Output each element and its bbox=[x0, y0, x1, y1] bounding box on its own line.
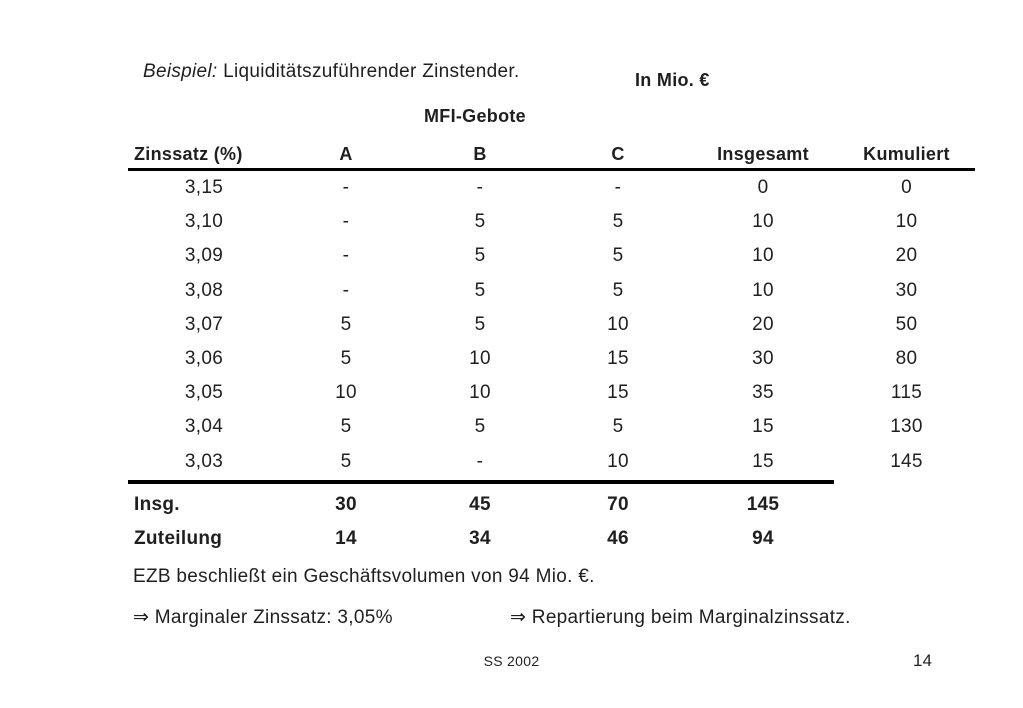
table-cell: 0 bbox=[757, 177, 769, 199]
row-label-zuteilung: Zuteilung bbox=[134, 527, 223, 549]
column-header-zinssatz: Zinssatz (%) bbox=[134, 143, 243, 164]
table-row bbox=[128, 308, 975, 342]
column-header-kumuliert: Kumuliert bbox=[863, 143, 950, 164]
table-cell: 34 bbox=[469, 527, 491, 549]
table-cell: 45 bbox=[469, 493, 491, 515]
table-cell: 0 bbox=[901, 177, 912, 199]
slide-title bbox=[143, 61, 520, 83]
table-cell: 10 bbox=[607, 313, 629, 335]
table-cell: 15 bbox=[607, 382, 629, 404]
table-cell: 3,10 bbox=[184, 211, 224, 233]
page-number: 14 bbox=[913, 651, 932, 670]
table-cell: - bbox=[342, 211, 350, 233]
column-header-a: A bbox=[339, 143, 353, 164]
table-cell: 35 bbox=[752, 382, 774, 404]
table-cell: 5 bbox=[612, 211, 624, 233]
table-cell: 10 bbox=[752, 245, 774, 267]
table-cell: 5 bbox=[612, 245, 624, 267]
row-label-insg: Insg. bbox=[134, 493, 180, 515]
table-row bbox=[128, 410, 975, 444]
table-cell: 145 bbox=[746, 493, 780, 515]
table-divider-line bbox=[128, 480, 834, 484]
tender-table bbox=[128, 140, 975, 556]
table-cell: 5 bbox=[340, 313, 352, 335]
note-repartition: ⇒ Repartierung beim Marginalzinssatz. bbox=[510, 607, 851, 628]
table-cell: 3,04 bbox=[184, 416, 224, 438]
table-cell: 5 bbox=[474, 245, 486, 267]
table-cell: 30 bbox=[895, 279, 918, 301]
table-cell: 5 bbox=[612, 416, 624, 438]
table-cell: 10 bbox=[607, 450, 629, 472]
table-row bbox=[128, 342, 975, 376]
table-cell: 3,08 bbox=[184, 279, 224, 301]
table-cell: 10 bbox=[752, 211, 774, 233]
unit-label: In Mio. € bbox=[635, 70, 710, 90]
table-row bbox=[128, 239, 975, 273]
table-cell: 5 bbox=[474, 279, 486, 301]
table-cell: 14 bbox=[335, 527, 357, 549]
table-cell: 5 bbox=[340, 450, 352, 472]
table-cell: 80 bbox=[895, 348, 918, 370]
table-cell: 15 bbox=[752, 416, 774, 438]
table-cell: 15 bbox=[607, 348, 629, 370]
table-cell: - bbox=[614, 177, 622, 199]
table-cell: 5 bbox=[474, 313, 486, 335]
table-cell: - bbox=[342, 177, 350, 199]
table-row bbox=[128, 171, 975, 205]
table-cell: 10 bbox=[469, 348, 491, 370]
table-cell: 5 bbox=[340, 416, 352, 438]
slide-title-emphasis: Beispiel: bbox=[143, 61, 218, 82]
table-cell: - bbox=[476, 177, 484, 199]
table-cell: 20 bbox=[752, 313, 774, 335]
table-row bbox=[128, 376, 975, 410]
column-header-b: B bbox=[473, 143, 487, 164]
table-row bbox=[128, 445, 975, 479]
notes-row bbox=[133, 606, 983, 629]
table-cell: 30 bbox=[335, 493, 357, 515]
table-cell: 5 bbox=[474, 211, 486, 233]
table-cell: - bbox=[476, 450, 484, 472]
table-cell: 94 bbox=[752, 527, 774, 549]
table-header-row bbox=[128, 140, 975, 171]
table-cell: 46 bbox=[607, 527, 629, 549]
table-row bbox=[128, 205, 975, 239]
table-cell: 3,05 bbox=[184, 382, 224, 404]
table-cell: 10 bbox=[895, 211, 918, 233]
table-cell: 145 bbox=[890, 450, 923, 472]
table-cell: 3,03 bbox=[184, 450, 224, 472]
table-total-row bbox=[128, 488, 975, 522]
table-cell: 20 bbox=[895, 245, 918, 267]
table-cell: 3,07 bbox=[184, 313, 224, 335]
table-cell: 10 bbox=[752, 279, 774, 301]
table-cell: 5 bbox=[340, 348, 352, 370]
table-cell: 30 bbox=[752, 348, 774, 370]
note-volume: EZB beschließt ein Geschäftsvolumen von 94 Mio. €. bbox=[133, 566, 595, 587]
table-cell: 5 bbox=[474, 416, 486, 438]
table-cell: 50 bbox=[895, 313, 918, 335]
table-cell: 3,09 bbox=[184, 245, 224, 267]
table-cell: 70 bbox=[607, 493, 629, 515]
column-header-insgesamt: Insgesamt bbox=[717, 143, 809, 164]
table-cell: 130 bbox=[890, 416, 923, 438]
table-cell: 3,06 bbox=[184, 348, 224, 370]
table-cell: 5 bbox=[612, 279, 624, 301]
table-cell: - bbox=[342, 245, 350, 267]
table-row bbox=[128, 274, 975, 308]
table-cell: - bbox=[342, 279, 350, 301]
note-marginal-rate: ⇒ Marginaler Zinssatz: 3,05% bbox=[133, 607, 393, 628]
table-title: MFI-Gebote bbox=[424, 106, 526, 126]
slide-title-text: Liquiditätszuführender Zinstender. bbox=[217, 61, 520, 82]
table-cell: 10 bbox=[469, 382, 491, 404]
table-cell: 3,15 bbox=[184, 177, 224, 199]
footer-course-label: SS 2002 bbox=[483, 653, 540, 669]
column-header-c: C bbox=[611, 143, 625, 164]
table-cell: 10 bbox=[335, 382, 357, 404]
table-cell: 115 bbox=[890, 382, 923, 404]
table-allotment-row bbox=[128, 522, 975, 556]
table-cell: 15 bbox=[752, 450, 774, 472]
